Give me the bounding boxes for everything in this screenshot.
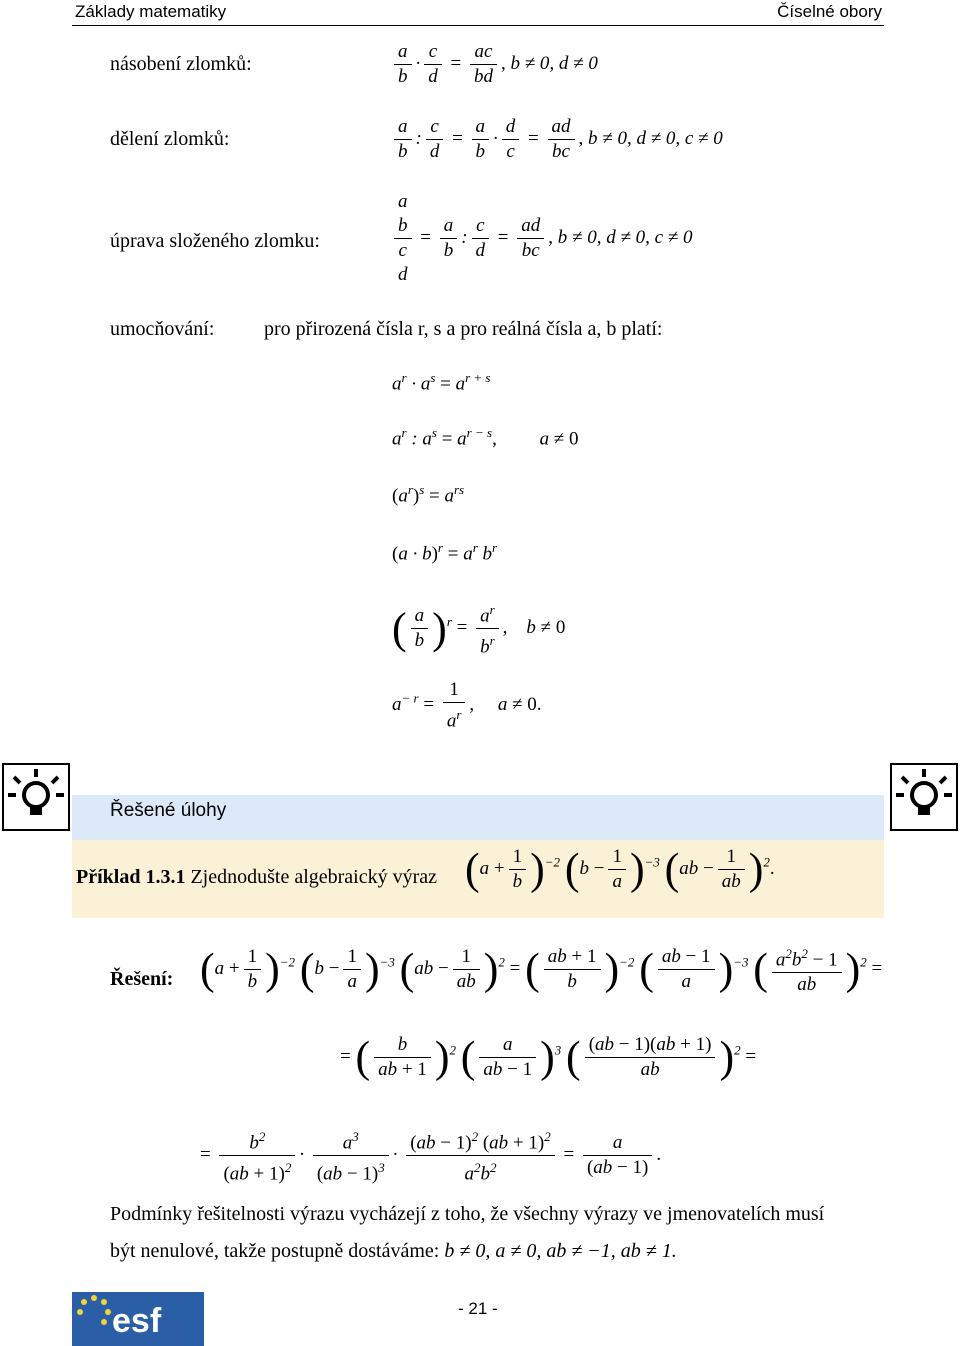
solution-line-1: (a + $\frac{1}{b}$ )$^{-2}$ (b − $\frac{1}{a}$ )$^{-3}$ (ab − $\frac{1}{ab}$ )$^2$ = ( $\frac{ab + 1}{b}$ )$^{-2}$ ( $\frac{ab - 1}{a}$ )$^{-3}$ ( $\frac{a^2b^2 - 1}{ab}$ )$^2$ =: [200, 942, 882, 997]
solved-heading: Řešené úlohy: [110, 800, 227, 821]
divide-label: dělení zlomků:: [110, 128, 230, 150]
multiply-condition: b ≠ 0, d ≠ 0: [510, 52, 598, 74]
example-line: [76, 866, 437, 889]
solution-label: Řešení:: [110, 968, 174, 990]
header-left: Základy matematiky: [75, 2, 227, 21]
divide-condition: b ≠ 0, d ≠ 0, c ≠ 0: [588, 127, 723, 149]
power-rule-5: ( $\frac{a}{b}$ )$^r$ = $\frac{a^r}{b^r}$ , b ≠ 0: [392, 598, 565, 660]
power-rule-3: $(a^r)^s = a^{rs}$: [392, 482, 465, 507]
power-label: umocňování:: [110, 318, 215, 340]
power-rule-2: $a^r$ : $a^s = a^{r - s}$, a ≠ 0: [392, 425, 579, 450]
esf-logo: [72, 1292, 204, 1346]
solution-line-2: = ( $\frac{b}{ab + 1}$ )$^2$ ( $\frac{a}{ab - 1}$ )$^3$ ( $\frac{(ab - 1)(ab + 1)}{ab}$ )$^2$ =: [340, 1032, 757, 1082]
conditions-intro: být nenulové, takže postupně dostáváme:: [110, 1240, 440, 1262]
example-text: Zjednodušte algebraický výraz: [190, 866, 438, 888]
power-text: pro přirozená čísla r, s a pro reálná čísla a, b platí:: [264, 318, 663, 340]
example-label: Příklad 1.3.1: [76, 866, 186, 888]
logo-text: esf: [112, 1302, 162, 1340]
conditions-values: b ≠ 0, a ≠ 0, ab ≠ −1, ab ≠ 1.: [444, 1240, 677, 1262]
header-rule: [72, 25, 884, 26]
power-rule-6: $a^{- r}$ = $\frac{1}{a^r}$ , a ≠ 0.: [392, 679, 542, 732]
example-expression: (a + $\frac{1}{b}$ )$^{-2}$ (b − $\frac{1}{a}$ )$^{-3}$ (ab − $\frac{1}{ab}$ )$^2$.: [465, 844, 775, 894]
conditions-line-1: Podmínky řešitelnosti výrazu vycházejí z toho, že všechny výrazy ve jmenovatelích musí: [110, 1203, 825, 1225]
divide-formula: $\frac{a}{b}$ : $\frac{c}{d}$ = $\frac{a}{b}$ · $\frac{d}{c}$ = $\frac{ad}{bc}$ , b ≠ 0, d ≠ 0, c ≠ 0: [390, 115, 723, 164]
power-rule-4: $(a \cdot b)^r = a^r$ $b^r$: [392, 540, 498, 565]
complex-formula: a b c d = $\frac{a}{b}$ : $\frac{c}{d}$ = $\frac{ad}{bc}$ , b ≠ 0, d ≠ 0, c ≠ 0: [390, 190, 692, 287]
lightbulb-icon: [2, 763, 70, 831]
complex-condition: b ≠ 0, d ≠ 0, c ≠ 0: [557, 226, 693, 248]
multiply-formula: $\frac{a}{b}$ · $\frac{c}{d}$ = $\frac{ac}{bd}$ , b ≠ 0, d ≠ 0: [390, 40, 598, 89]
complex-label: úprava složeného zlomku:: [110, 230, 320, 252]
lightbulb-icon: [890, 763, 958, 831]
conditions-line-2: [110, 1240, 677, 1263]
solution-line-3: = $\frac{b^2}{(ab + 1)^2}$ · $\frac{a^3}{(ab - 1)^3}$ · $\frac{(ab - 1)^2 (ab + 1)^2}{a^2b^2}$ = $\frac{a}{(ab - 1)}$ .: [200, 1125, 661, 1187]
multiply-label: násobení zlomků:: [110, 53, 252, 75]
header-right: Číselné obory: [777, 2, 882, 21]
page-number: - 21 -: [458, 1299, 498, 1318]
power-rule-1: $a^r \cdot a^s = a^{r + s}$: [392, 370, 491, 395]
